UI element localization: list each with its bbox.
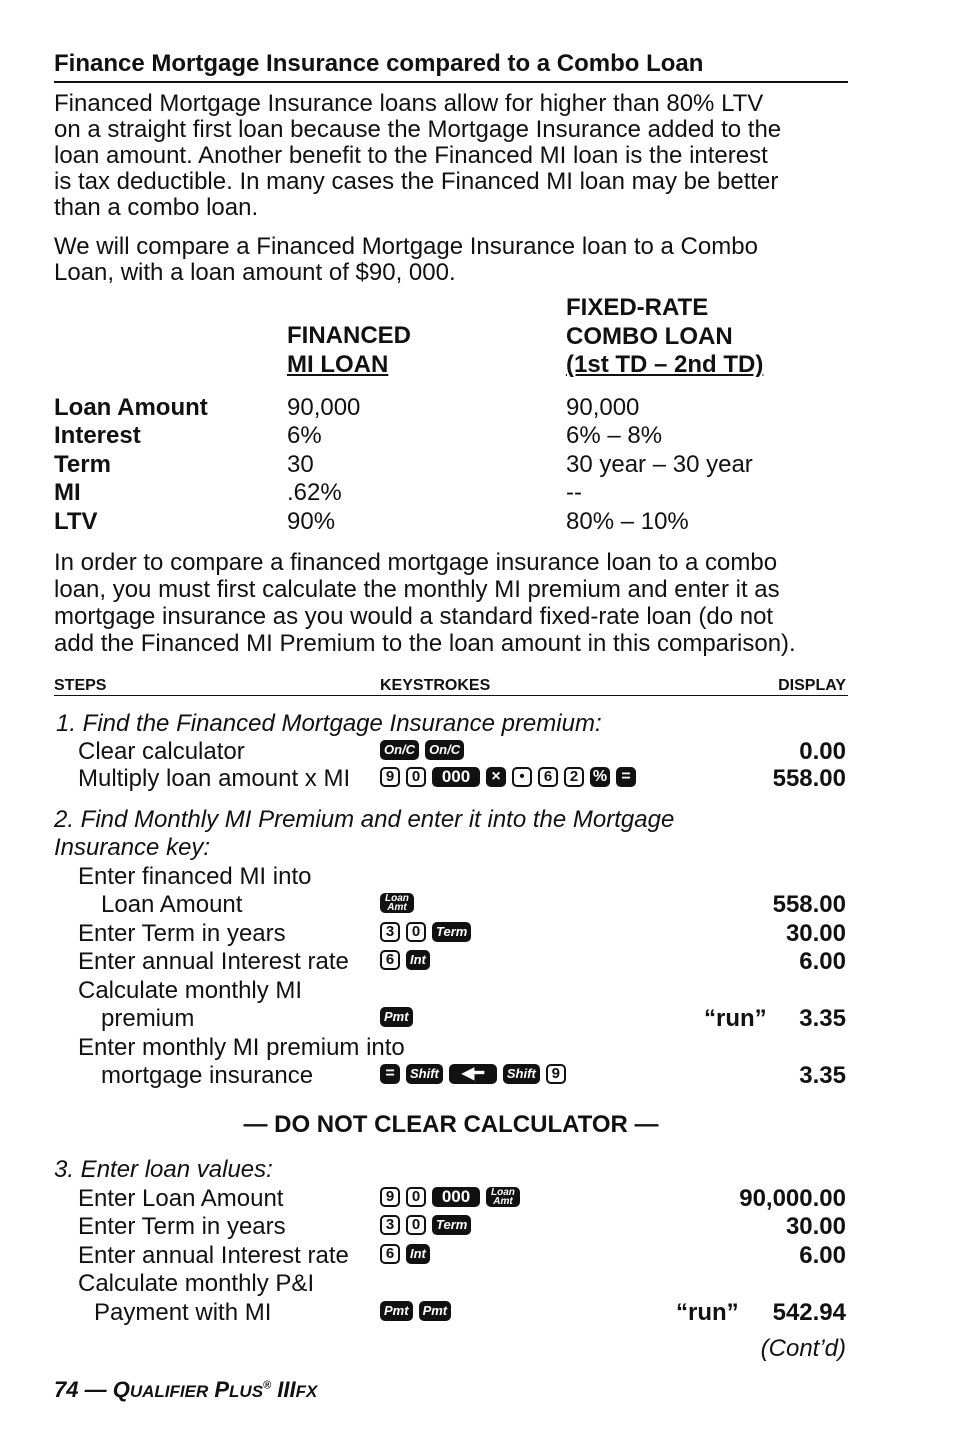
triple-zero-key[interactable]: 000 [432,1187,480,1207]
display-value: 0.00 [799,738,846,765]
percent-key[interactable]: % [590,767,610,787]
page-number: 74 — [54,1377,107,1402]
display-value: 6.00 [799,948,846,975]
display-value: 90,000.00 [739,1185,846,1212]
financed-value: 30 [287,451,314,478]
step-row [54,891,848,919]
display-value: 3.35 [799,1062,846,1089]
step-label: Loan Amount [101,891,243,918]
equals-key[interactable]: = [616,767,636,787]
financed-value: 90,000 [287,394,361,421]
compare-intro-line: We will compare a Financed Mortgage Insurance loan to a Combo [54,233,758,260]
header-line: (1st TD – 2nd TD) [566,351,764,378]
brand-text: LUS [229,1382,264,1401]
int-key[interactable]: Int [406,950,430,970]
registered-mark: ® [263,1379,272,1392]
step1-heading [54,710,848,738]
key-label: Amt [387,902,407,913]
intro-paragraph [54,91,848,221]
comparison-row [54,394,848,422]
combo-column-header [566,294,763,380]
header-line: FIXED-RATE [566,294,709,321]
comparison-row [54,422,848,450]
pmt-key[interactable]: Pmt [380,1007,413,1027]
step-label: Enter Term in years [78,920,286,947]
steps-table-header [54,677,848,696]
decimal-key[interactable]: • [512,767,532,787]
step-label: Enter Term in years [78,1213,286,1240]
financed-value: 6% [287,422,322,449]
digit-2-key[interactable]: 2 [564,767,584,787]
shift-key[interactable]: Shift [503,1064,540,1084]
display-value: 30.00 [785,920,846,947]
digit-9-key[interactable]: 9 [380,767,400,787]
combo-value: 80% – 10% [566,508,689,535]
order-line: mortgage insurance as you would a standard fixed-rate loan (do not [54,603,774,630]
keystroke-sequence [380,1064,566,1084]
term-key[interactable]: Term [432,1215,471,1235]
step-label: Enter annual Interest rate [78,1242,349,1269]
digit-3-key[interactable]: 3 [380,922,400,942]
int-key[interactable]: Int [406,1244,430,1264]
model-text: FX [295,1382,318,1401]
step-row [54,1242,848,1270]
combo-value: 30 year – 30 year [566,451,753,478]
digit-3-key[interactable]: 3 [380,1215,400,1235]
header-line: COMBO LOAN [566,322,733,350]
key-label: Amt [493,1196,513,1207]
term-key[interactable]: Term [432,922,471,942]
order-paragraph [54,549,848,657]
digit-0-key[interactable]: 0 [406,922,426,942]
display-value: 558.00 [772,891,846,918]
brand-text: P [214,1377,230,1402]
financed-value: 90% [287,508,336,535]
keystroke-sequence [380,740,464,760]
steps-column-label: STEPS [54,677,107,694]
step-label: premium [101,1005,195,1032]
keystroke-sequence [380,950,430,970]
display-column-label: DISPLAY [778,677,846,694]
step-label: Enter annual Interest rate [78,948,349,975]
step-row [54,863,848,891]
display-value: 542.94 [772,1299,846,1326]
step-heading: 1. Find the Financed Mortgage Insurance premium: [56,710,602,737]
run-indicator: “run” [676,1299,739,1326]
keystroke-sequence [380,1215,471,1235]
step-label: Enter financed MI into [78,863,312,890]
display-value: 6.00 [799,1242,846,1269]
intro-line: Financed Mortgage Insurance loans allow for higher than 80% LTV [54,90,764,117]
row-label: Loan Amount [54,394,208,421]
step-row [54,765,848,793]
step-label: Calculate monthly P&I [78,1270,315,1297]
intro-line: is tax deductible. In many cases the Financed MI loan may be better [54,168,779,195]
step-row [54,977,848,1005]
step-label: Enter Loan Amount [78,1185,284,1212]
keystroke-sequence [380,1301,451,1321]
loan-amount-key[interactable] [486,1187,520,1207]
step-row [54,920,848,948]
step-row [54,1213,848,1241]
step2-heading [54,806,848,834]
step-label: Multiply loan amount x MI [78,765,351,792]
step2-heading [54,834,848,862]
step-row [54,1062,848,1090]
keystroke-sequence [380,922,471,942]
equals-key[interactable]: = [380,1064,400,1084]
key-label: Loan [491,1187,515,1198]
display-value: 3.35 [799,1005,846,1032]
display-value: 558.00 [772,765,846,792]
run-indicator: “run” [704,1005,767,1032]
order-line: In order to compare a financed mortgage insurance loan to a combo [54,549,778,576]
step-label: Enter monthly MI premium into [78,1034,405,1061]
keystroke-sequence [380,1187,520,1207]
keystroke-sequence [380,1244,430,1264]
header-line: FINANCED [287,322,411,349]
brand-text: Q [112,1377,130,1402]
row-label: Interest [54,422,141,449]
keystroke-sequence [380,1007,413,1027]
step-row [54,1299,848,1327]
step-label: Calculate monthly MI [78,977,303,1004]
display-value: 30.00 [785,1213,846,1240]
triple-zero-key[interactable]: 000 [432,767,480,787]
step-row [54,1185,848,1213]
combo-value: 90,000 [566,394,640,421]
step-row [54,948,848,976]
brand-text: UALIFIER [129,1382,209,1401]
financed-column-header [287,322,411,379]
keystroke-sequence [380,767,636,787]
compare-intro-paragraph [54,234,848,286]
multiply-key[interactable]: × [486,767,506,787]
digit-6-key[interactable]: 6 [538,767,558,787]
order-line: add the Financed MI Premium to the loan amount in this comparison). [54,630,796,657]
step-heading: Insurance key: [54,834,211,861]
page-footer [54,1377,317,1403]
onc-key[interactable]: On/C [425,740,464,760]
shift-key[interactable]: Shift [406,1064,443,1084]
header-line: MI LOAN [287,350,389,378]
digit-6-key[interactable]: 6 [380,950,400,970]
step-row [54,1270,848,1298]
digit-6-key[interactable]: 6 [380,1244,400,1264]
step-row [54,1005,848,1033]
step-heading: 3. Enter loan values: [54,1156,273,1183]
step-row [54,738,848,766]
do-not-clear-banner: — DO NOT CLEAR CALCULATOR — [243,1111,659,1138]
intro-line: on a straight first loan because the Mortgage Insurance added to the [54,116,782,143]
pmt-key[interactable]: Pmt [380,1301,413,1321]
digit-9-key[interactable]: 9 [380,1187,400,1207]
loan-amount-key[interactable] [380,893,414,913]
pmt-key[interactable]: Pmt [419,1301,452,1321]
onc-key[interactable]: On/C [380,740,419,760]
comparison-row [54,479,848,507]
continued-note: (Cont’d) [760,1335,846,1362]
comparison-row [54,451,848,479]
keystroke-sequence [380,893,414,913]
row-label: MI [54,479,81,506]
step-label: Payment with MI [94,1299,272,1326]
financed-value: .62% [287,479,342,506]
step-row [54,1034,848,1062]
section-title: Finance Mortgage Insurance compared to a Combo Loan [54,50,848,83]
row-label: Term [54,451,111,478]
digit-9-key[interactable]: 9 [546,1064,566,1084]
intro-line: than a combo loan. [54,194,259,221]
keystrokes-column-label: KEYSTROKES [380,677,491,694]
step-heading: 2. Find Monthly MI Premium and enter it into the Mortgage [54,806,675,833]
intro-line: loan amount. Another benefit to the Financed MI loan is the interest [54,142,768,169]
order-line: loan, you must first calculate the monthly MI premium and enter it as [54,576,780,603]
combo-value: 6% – 8% [566,422,663,449]
backspace-key[interactable]: ◀━ [449,1064,497,1084]
step-label: Clear calculator [78,738,245,765]
digit-0-key[interactable]: 0 [406,1187,426,1207]
comparison-row [54,508,848,536]
model-text: III [277,1377,296,1402]
step3-heading [54,1156,848,1184]
key-label: Loan [385,893,409,904]
compare-intro-line: Loan, with a loan amount of $90, 000. [54,259,456,286]
digit-0-key[interactable]: 0 [406,1215,426,1235]
digit-0-key[interactable]: 0 [406,767,426,787]
row-label: LTV [54,508,98,535]
combo-value: -- [566,479,582,506]
step-label: mortgage insurance [101,1062,314,1089]
